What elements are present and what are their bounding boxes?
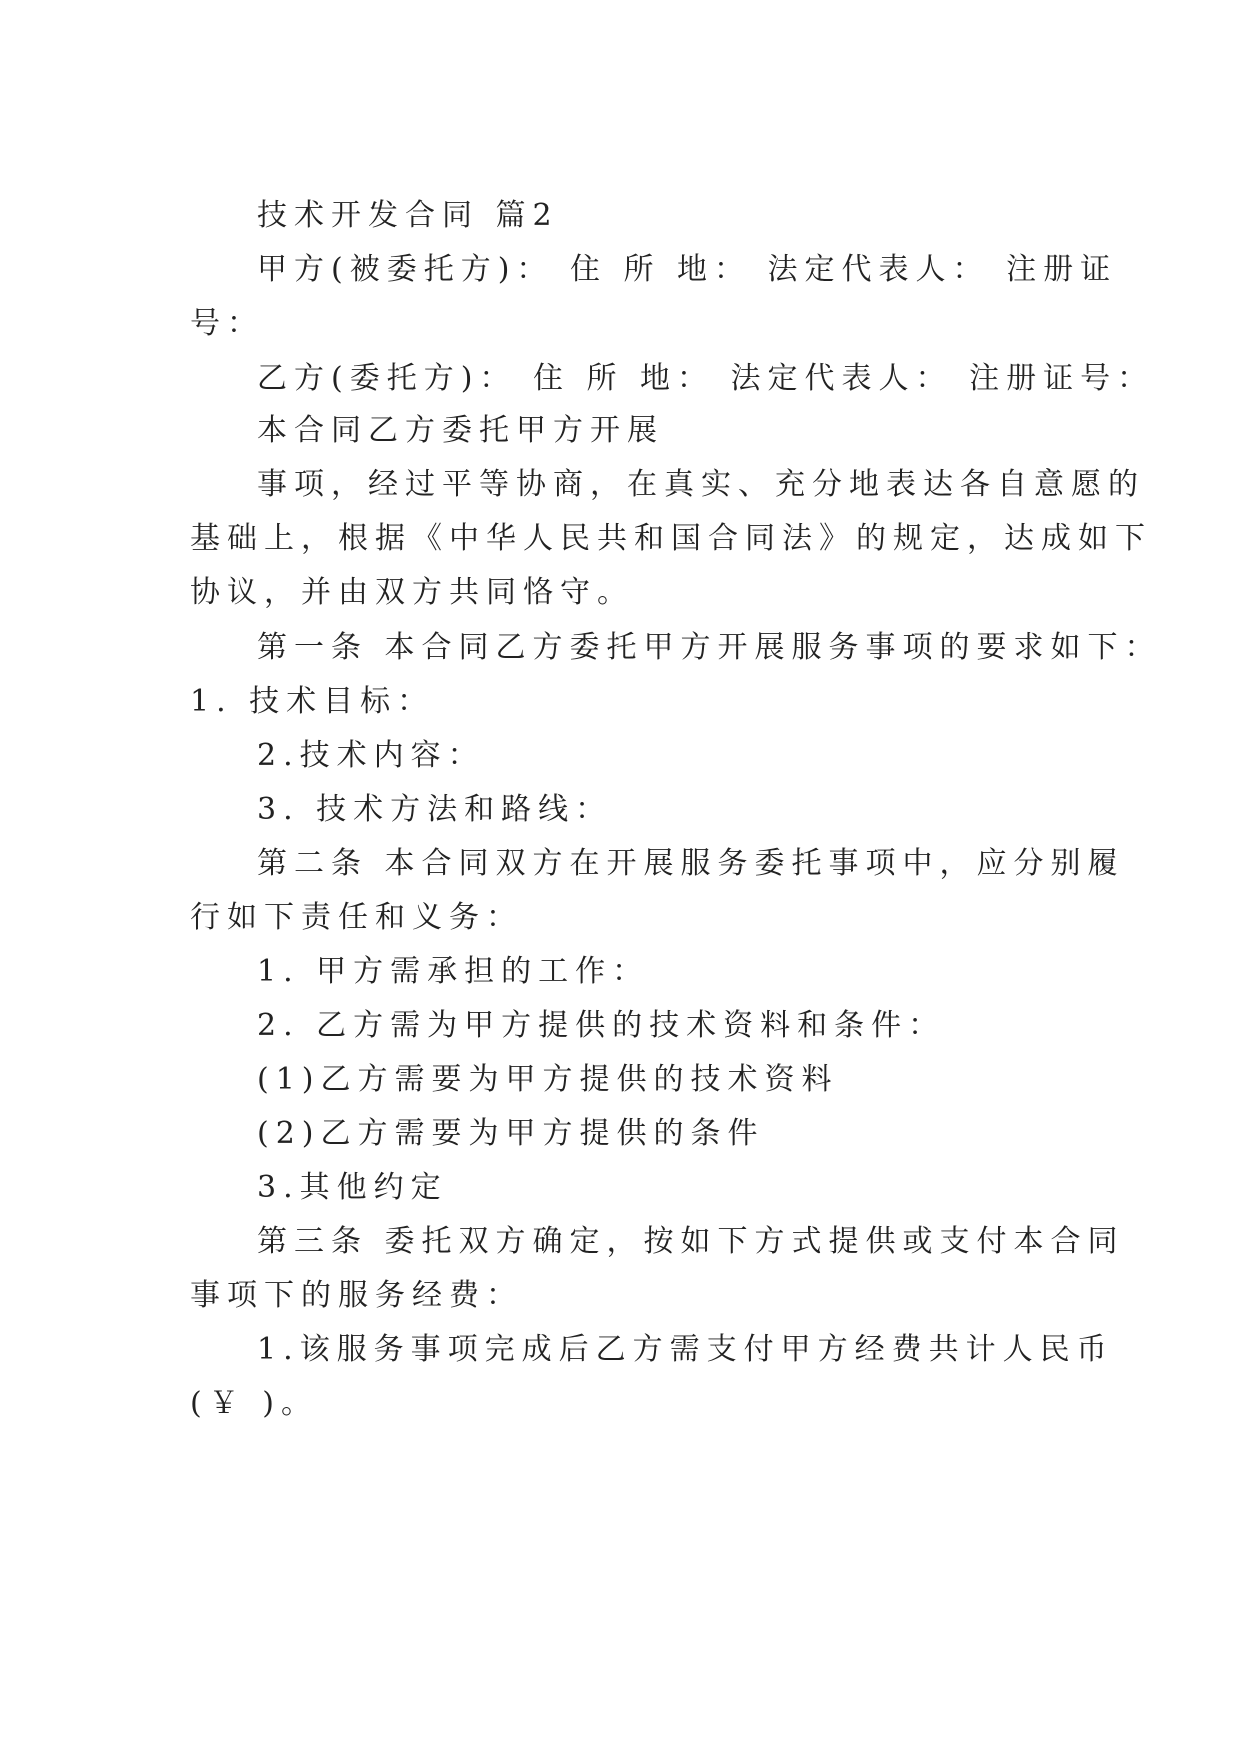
list-item: 3. 技术方法和路线： <box>257 792 613 827</box>
paragraph-line: 协议，并由双方共同恪守。 <box>190 575 634 610</box>
doc-title: 技术开发合同 篇2 <box>257 198 559 233</box>
list-item: (2)乙方需要为甲方提供的条件 <box>257 1116 765 1151</box>
article-heading: 第三条 委托双方确定，按如下方式提供或支付本合同 <box>257 1224 1125 1259</box>
article-heading: 第一条 本合同乙方委托甲方开展服务事项的要求如下： <box>257 630 1162 665</box>
list-item: (1)乙方需要为甲方提供的技术资料 <box>257 1062 839 1097</box>
paragraph-line: 号： <box>190 306 264 341</box>
list-item: 2. 乙方需为甲方提供的技术资料和条件： <box>257 1008 946 1043</box>
paragraph-line: 乙方(委托方)： 住 所 地： 法定代表人： 注册证号： <box>257 361 1155 396</box>
article-heading: 第二条 本合同双方在开展服务委托事项中，应分别履 <box>257 846 1125 881</box>
paragraph-line: 事项，经过平等协商，在真实、充分地表达各自意愿的 <box>257 467 1145 502</box>
paragraph-line: 行如下责任和义务： <box>190 900 523 935</box>
paragraph-line: 基础上，根据《中华人民共和国合同法》的规定，达成如下 <box>190 521 1152 556</box>
list-item: 1.该服务事项完成后乙方需支付甲方经费共计人民币 <box>257 1332 1114 1367</box>
list-item: 3.其他约定 <box>257 1170 448 1205</box>
paragraph-line: 甲方(被委托方)： 住 所 地： 法定代表人： 注册证 <box>257 252 1118 287</box>
list-item: 1. 技术目标： <box>190 684 435 719</box>
list-item: 2.技术内容： <box>257 738 485 773</box>
paragraph-line: 事项下的服务经费： <box>190 1278 523 1313</box>
list-item: 1. 甲方需承担的工作： <box>257 954 650 989</box>
paragraph-line: 本合同乙方委托甲方开展 <box>257 413 664 448</box>
paragraph-line: (￥ )。 <box>190 1386 318 1421</box>
